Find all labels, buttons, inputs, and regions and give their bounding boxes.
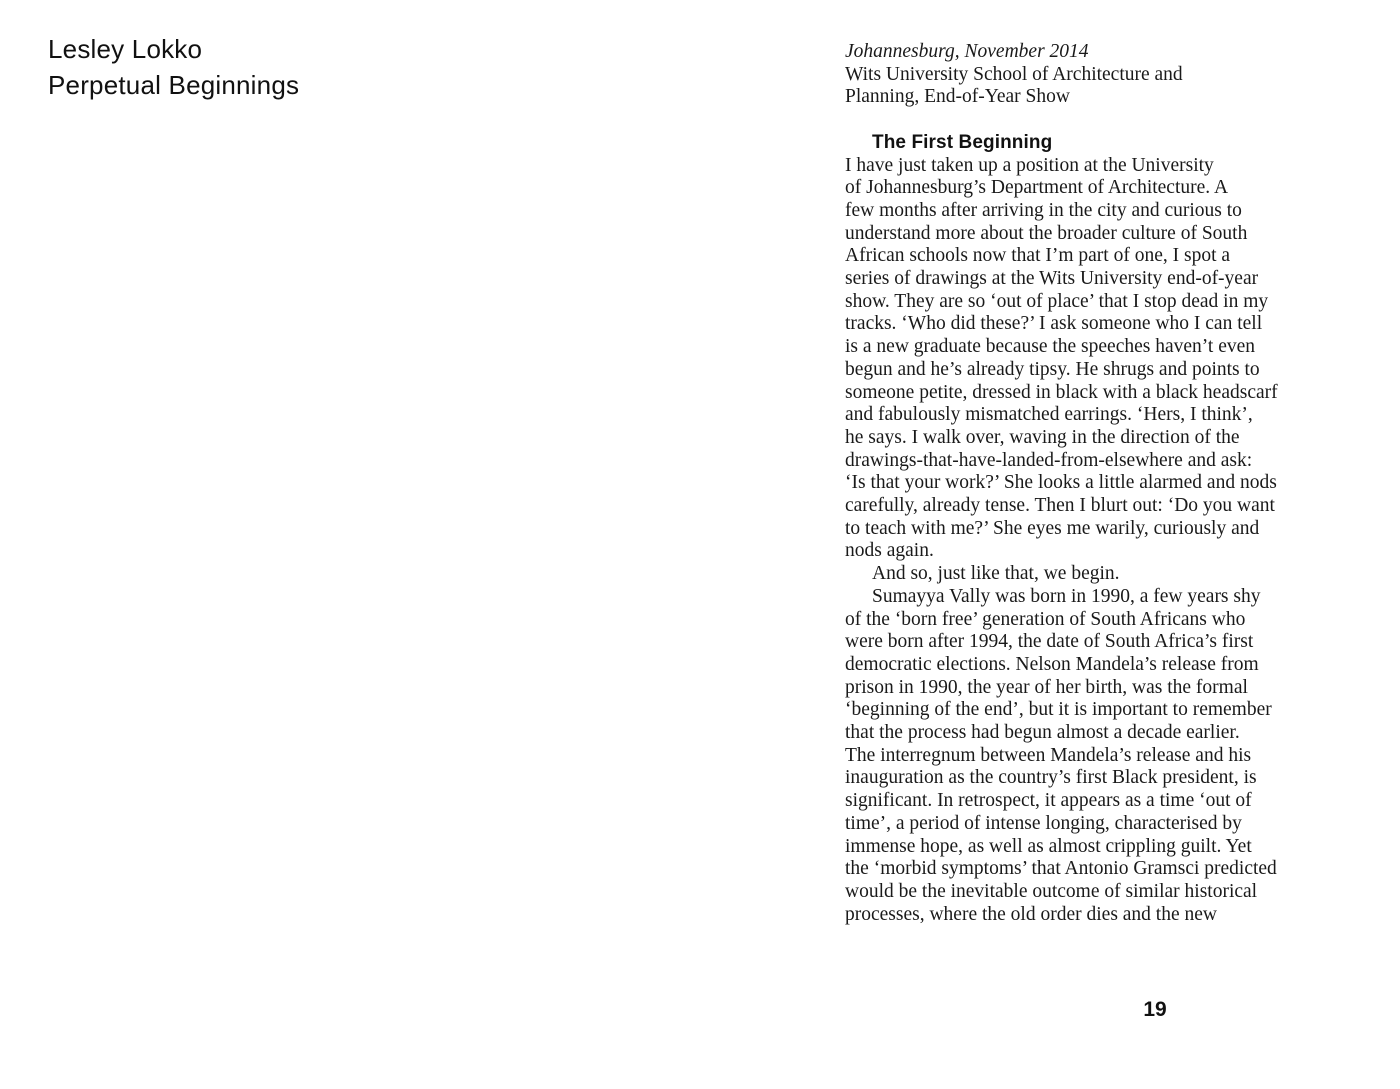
body-line: ‘Is that your work?’ She looks a little alarmed and nods <box>845 472 1277 494</box>
venue-line-1: Wits University School of Architecture and <box>845 63 1183 85</box>
body-line: series of drawings at the Wits University end-of-year <box>845 268 1259 290</box>
body-line: and fabulously mismatched earrings. ‘Hers, I think’, <box>845 404 1253 426</box>
body-line: tracks. ‘Who did these?’ I ask someone who I can tell <box>845 313 1263 335</box>
body-line: the ‘morbid symptoms’ that Antonio Gramsci predicted <box>845 858 1277 880</box>
section-heading: The First Beginning <box>872 131 1053 153</box>
left-page-header <box>48 31 299 103</box>
author-name: Lesley Lokko <box>48 34 203 64</box>
body-line: is a new graduate because the speeches haven’t even <box>845 336 1256 358</box>
body-line: processes, where the old order dies and the new <box>845 903 1217 925</box>
body-line: would be the inevitable outcome of similar historical <box>845 881 1258 902</box>
body-line: African schools now that I’m part of one, I spot a <box>845 245 1231 267</box>
body-line: nods again. <box>845 540 934 562</box>
body-line: time’, a period of intense longing, characterised by <box>845 812 1242 834</box>
body-line: begun and he’s already tipsy. He shrugs and points to <box>845 358 1260 380</box>
body-line: were born after 1994, the date of South Africa’s first <box>845 631 1254 653</box>
body-line: significant. In retrospect, it appears as a time ‘out of <box>845 790 1252 812</box>
body-line: prison in 1990, the year of her birth, was the formal <box>845 676 1248 698</box>
body-line: that the process had begun almost a decade earlier. <box>845 722 1240 744</box>
body-line: drawings-that-have-landed-from-elsewhere and ask: <box>845 449 1253 471</box>
body-line: inauguration as the country’s first Black president, is <box>845 767 1257 789</box>
body-line: of the ‘born free’ generation of South Africans who <box>845 608 1246 630</box>
body-line: democratic elections. Nelson Mandela’s release from <box>845 653 1259 675</box>
body-line: someone petite, dressed in black with a black headscarf <box>845 381 1278 403</box>
essay-body <box>845 155 1360 927</box>
dateline-block <box>845 41 1360 109</box>
body-line: And so, just like that, we begin. <box>872 563 1120 585</box>
body-line: ‘beginning of the end’, but it is important to remember <box>845 699 1272 721</box>
body-line: carefully, already tense. Then I blurt out: ‘Do you want <box>845 495 1275 517</box>
body-line: to teach with me?’ She eyes me warily, curiously and <box>845 517 1260 539</box>
body-line: few months after arriving in the city and curious to <box>845 199 1242 221</box>
body-line: immense hope, as well as almost crippling guilt. Yet <box>845 835 1252 857</box>
page-number: 19 <box>1143 998 1167 1021</box>
body-line: of Johannesburg’s Department of Architecture. A <box>845 177 1229 199</box>
body-line: he says. I walk over, waving in the direction of the <box>845 426 1240 448</box>
venue-line-2: Planning, End-of-Year Show <box>845 86 1070 108</box>
dateline: Johannesburg, November 2014 <box>845 41 1089 62</box>
essay-page <box>845 41 1360 926</box>
body-line: show. They are so ‘out of place’ that I stop dead in my <box>845 290 1269 312</box>
essay-title: Perpetual Beginnings <box>48 70 300 100</box>
body-line: I have just taken up a position at the University <box>845 154 1214 176</box>
body-line: The interregnum between Mandela’s release and his <box>845 744 1252 766</box>
body-line: Sumayya Vally was born in 1990, a few years shy <box>872 585 1261 607</box>
body-line: understand more about the broader culture of South <box>845 222 1248 244</box>
